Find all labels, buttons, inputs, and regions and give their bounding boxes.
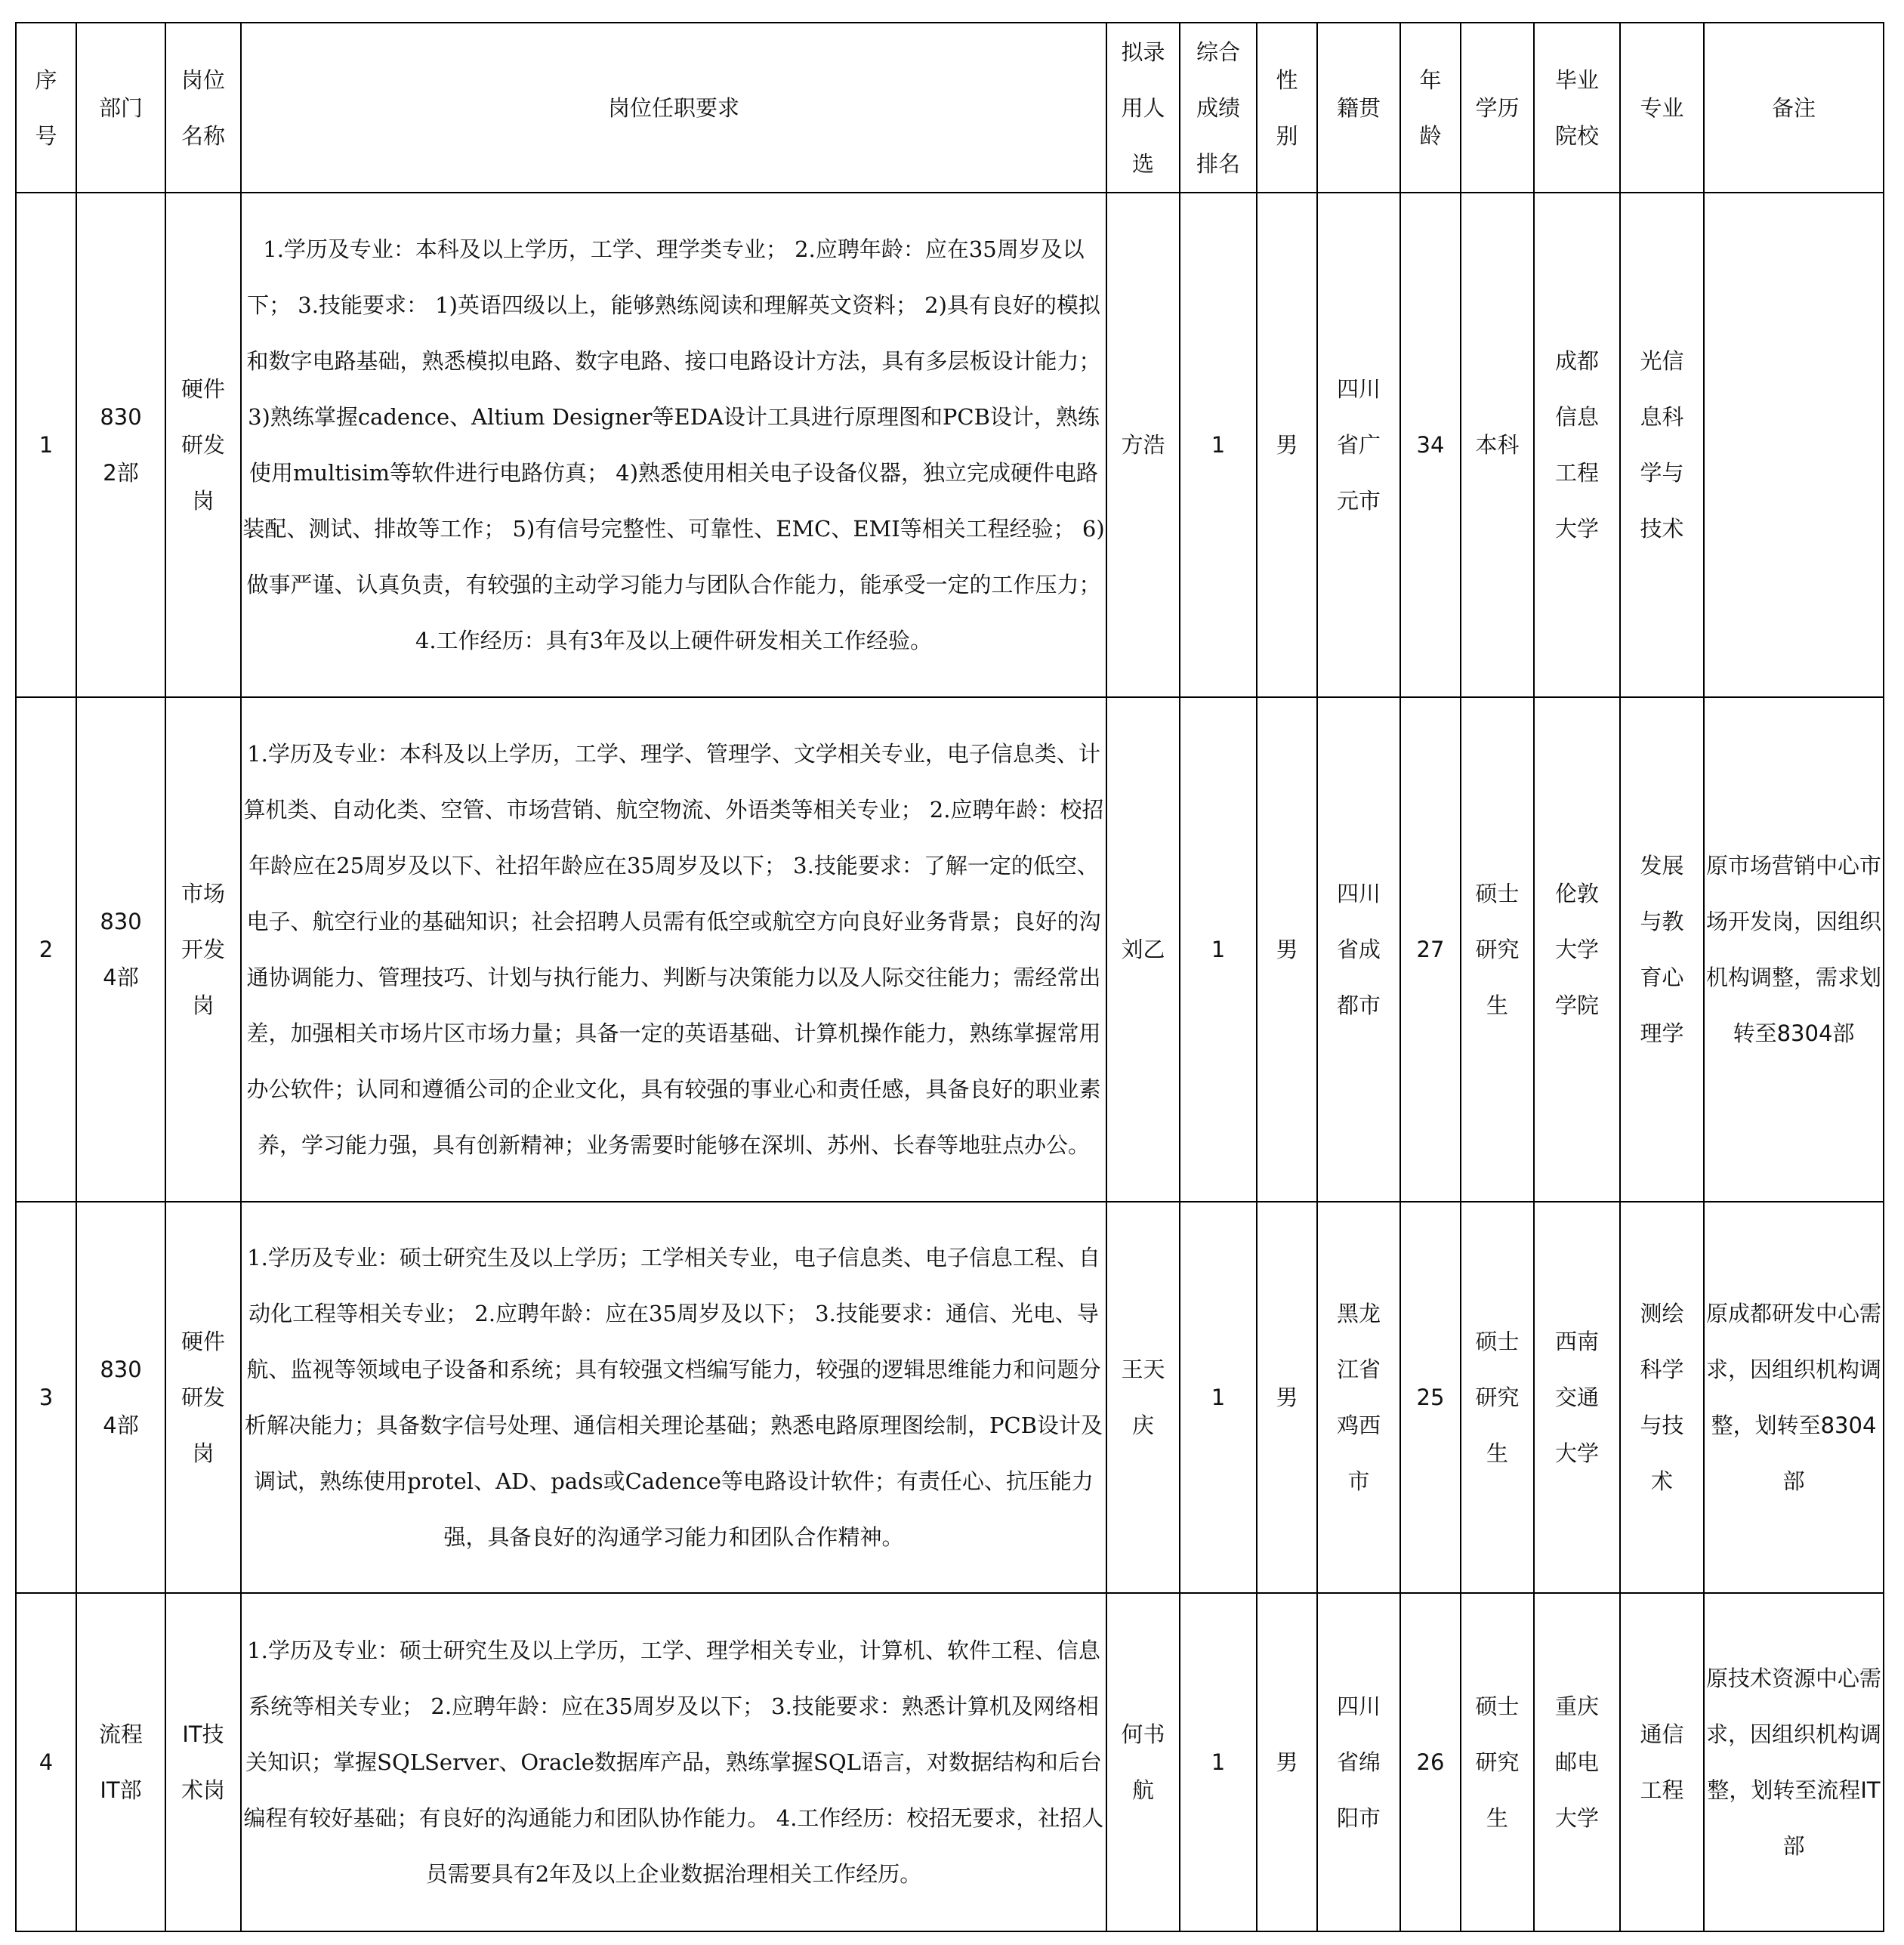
header-age: 年龄 [1400,23,1461,193]
header-school: 毕业院校 [1534,23,1620,193]
table-row [16,1593,1884,1931]
cell-gender: 男 [1257,1202,1317,1593]
cell-seq: 1 [16,193,76,697]
header-rank: 综合成绩排名 [1180,23,1257,193]
table-row [16,1202,1884,1593]
cell-age: 26 [1400,1593,1461,1931]
cell-dept: 8302部 [76,193,165,697]
cell-education: 硕士研究生 [1461,1202,1534,1593]
cell-remark: 原成都研发中心需求，因组织机构调整，划转至8304部 [1704,1202,1884,1593]
cell-gender: 男 [1257,1593,1317,1931]
header-requirements: 岗位任职要求 [241,23,1106,193]
header-seq: 序号 [16,23,76,193]
cell-seq: 3 [16,1202,76,1593]
header-post: 岗位名称 [165,23,241,193]
cell-origin: 四川省绵阳市 [1317,1593,1400,1931]
cell-major: 通信工程 [1620,1593,1704,1931]
recruitment-table [15,22,1884,1932]
cell-dept: 流程IT部 [76,1593,165,1931]
cell-dept: 8304部 [76,697,165,1202]
header-dept: 部门 [76,23,165,193]
cell-rank: 1 [1180,697,1257,1202]
cell-remark: 原市场营销中心市场开发岗，因组织机构调整，需求划转至8304部 [1704,697,1884,1202]
cell-requirements: 1.学历及专业：本科及以上学历，工学、理学、管理学、文学相关专业，电子信息类、计算机类、自动化类、空管、市场营销、航空物流、外语类等相关专业； 2.应聘年龄：校招年龄应在25周岁及以下、社招年龄应在35周岁及以下； 3.技能要求：了解一定的低空、电子、航空行业的基础知识；社会招聘人员需有低空或航空方向良好业务背景；良好的沟通协调能力、管理技巧、计划与执行能力、判断与决策能力以及人际交往能力；需经常出差，加强相关市场片区市场力量；具备一定的英语基础、计算机操作能力，熟练掌握常用办公软件；认同和遵循公司的企业文化，具有较强的事业心和责任感，具备良好的职业素养，学习能力强，具有创新精神；业务需要时能够在深圳、苏州、长春等地驻点办公。 [241,697,1106,1202]
cell-age: 25 [1400,1202,1461,1593]
cell-origin: 四川省成都市 [1317,697,1400,1202]
cell-education: 硕士研究生 [1461,1593,1534,1931]
table-row [16,697,1884,1202]
table-row [16,193,1884,697]
cell-seq: 2 [16,697,76,1202]
header-gender: 性别 [1257,23,1317,193]
cell-candidate: 王天庆 [1106,1202,1180,1593]
cell-education: 硕士研究生 [1461,697,1534,1202]
cell-requirements: 1.学历及专业：硕士研究生及以上学历；工学相关专业，电子信息类、电子信息工程、自动化工程等相关专业； 2.应聘年龄：应在35周岁及以下； 3.技能要求：通信、光电、导航、监视等领域电子设备和系统；具有较强文档编写能力，较强的逻辑思维能力和问题分析解决能力；具备数字信号处理、通信相关理论基础；熟悉电路原理图绘制，PCB设计及调试，熟练使用protel、AD、pads或Cadence等电路设计软件；有责任心、抗压能力强，具备良好的沟通学习能力和团队合作精神。 [241,1202,1106,1593]
header-major: 专业 [1620,23,1704,193]
cell-origin: 四川省广元市 [1317,193,1400,697]
cell-post: 硬件研发岗 [165,1202,241,1593]
table-header-row [16,23,1884,193]
cell-post: 市场开发岗 [165,697,241,1202]
cell-school: 重庆邮电大学 [1534,1593,1620,1931]
cell-candidate: 何书航 [1106,1593,1180,1931]
cell-school: 成都信息工程大学 [1534,193,1620,697]
cell-rank: 1 [1180,1593,1257,1931]
cell-requirements: 1.学历及专业：硕士研究生及以上学历，工学、理学相关专业，计算机、软件工程、信息系统等相关专业； 2.应聘年龄：应在35周岁及以下； 3.技能要求：熟悉计算机及网络相关知识；掌握SQLServer、Oracle数据库产品，熟练掌握SQL语言，对数据结构和后台编程有较好基础；有良好的沟通能力和团队协作能力。 4.工作经历：校招无要求，社招人员需要具有2年及以上企业数据治理相关工作经历。 [241,1593,1106,1931]
cell-requirements: 1.学历及专业：本科及以上学历，工学、理学类专业； 2.应聘年龄：应在35周岁及以下； 3.技能要求： 1)英语四级以上，能够熟练阅读和理解英文资料； 2)具有良好的模拟和数字电路基础，熟悉模拟电路、数字电路、接口电路设计方法，具有多层板设计能力； 3)熟练掌握cadence、Altium Designer等EDA设计工具进行原理图和PCB设计，熟练使用multisim等软件进行电路仿真； 4)熟悉使用相关电子设备仪器，独立完成硬件电路装配、测试、排故等工作； 5)有信号完整性、可靠性、EMC、EMI等相关工程经验； 6)做事严谨、认真负责，有较强的主动学习能力与团队合作能力，能承受一定的工作压力； 4.工作经历：具有3年及以上硬件研发相关工作经验。 [241,193,1106,697]
header-origin: 籍贯 [1317,23,1400,193]
cell-remark: 原技术资源中心需求，因组织机构调整，划转至流程IT部 [1704,1593,1884,1931]
cell-candidate: 刘乙 [1106,697,1180,1202]
cell-rank: 1 [1180,193,1257,697]
header-remark: 备注 [1704,23,1884,193]
cell-major: 发展与教育心理学 [1620,697,1704,1202]
cell-school: 伦敦大学学院 [1534,697,1620,1202]
cell-candidate: 方浩 [1106,193,1180,697]
cell-school: 西南交通大学 [1534,1202,1620,1593]
cell-rank: 1 [1180,1202,1257,1593]
cell-education: 本科 [1461,193,1534,697]
cell-seq: 4 [16,1593,76,1931]
cell-gender: 男 [1257,193,1317,697]
cell-major: 测绘科学与技术 [1620,1202,1704,1593]
cell-age: 34 [1400,193,1461,697]
cell-origin: 黑龙江省鸡西市 [1317,1202,1400,1593]
cell-gender: 男 [1257,697,1317,1202]
header-education: 学历 [1461,23,1534,193]
cell-remark [1704,193,1884,697]
cell-post: 硬件研发岗 [165,193,241,697]
header-candidate: 拟录用人选 [1106,23,1180,193]
cell-major: 光信息科学与技术 [1620,193,1704,697]
cell-dept: 8304部 [76,1202,165,1593]
cell-age: 27 [1400,697,1461,1202]
cell-post: IT技术岗 [165,1593,241,1931]
